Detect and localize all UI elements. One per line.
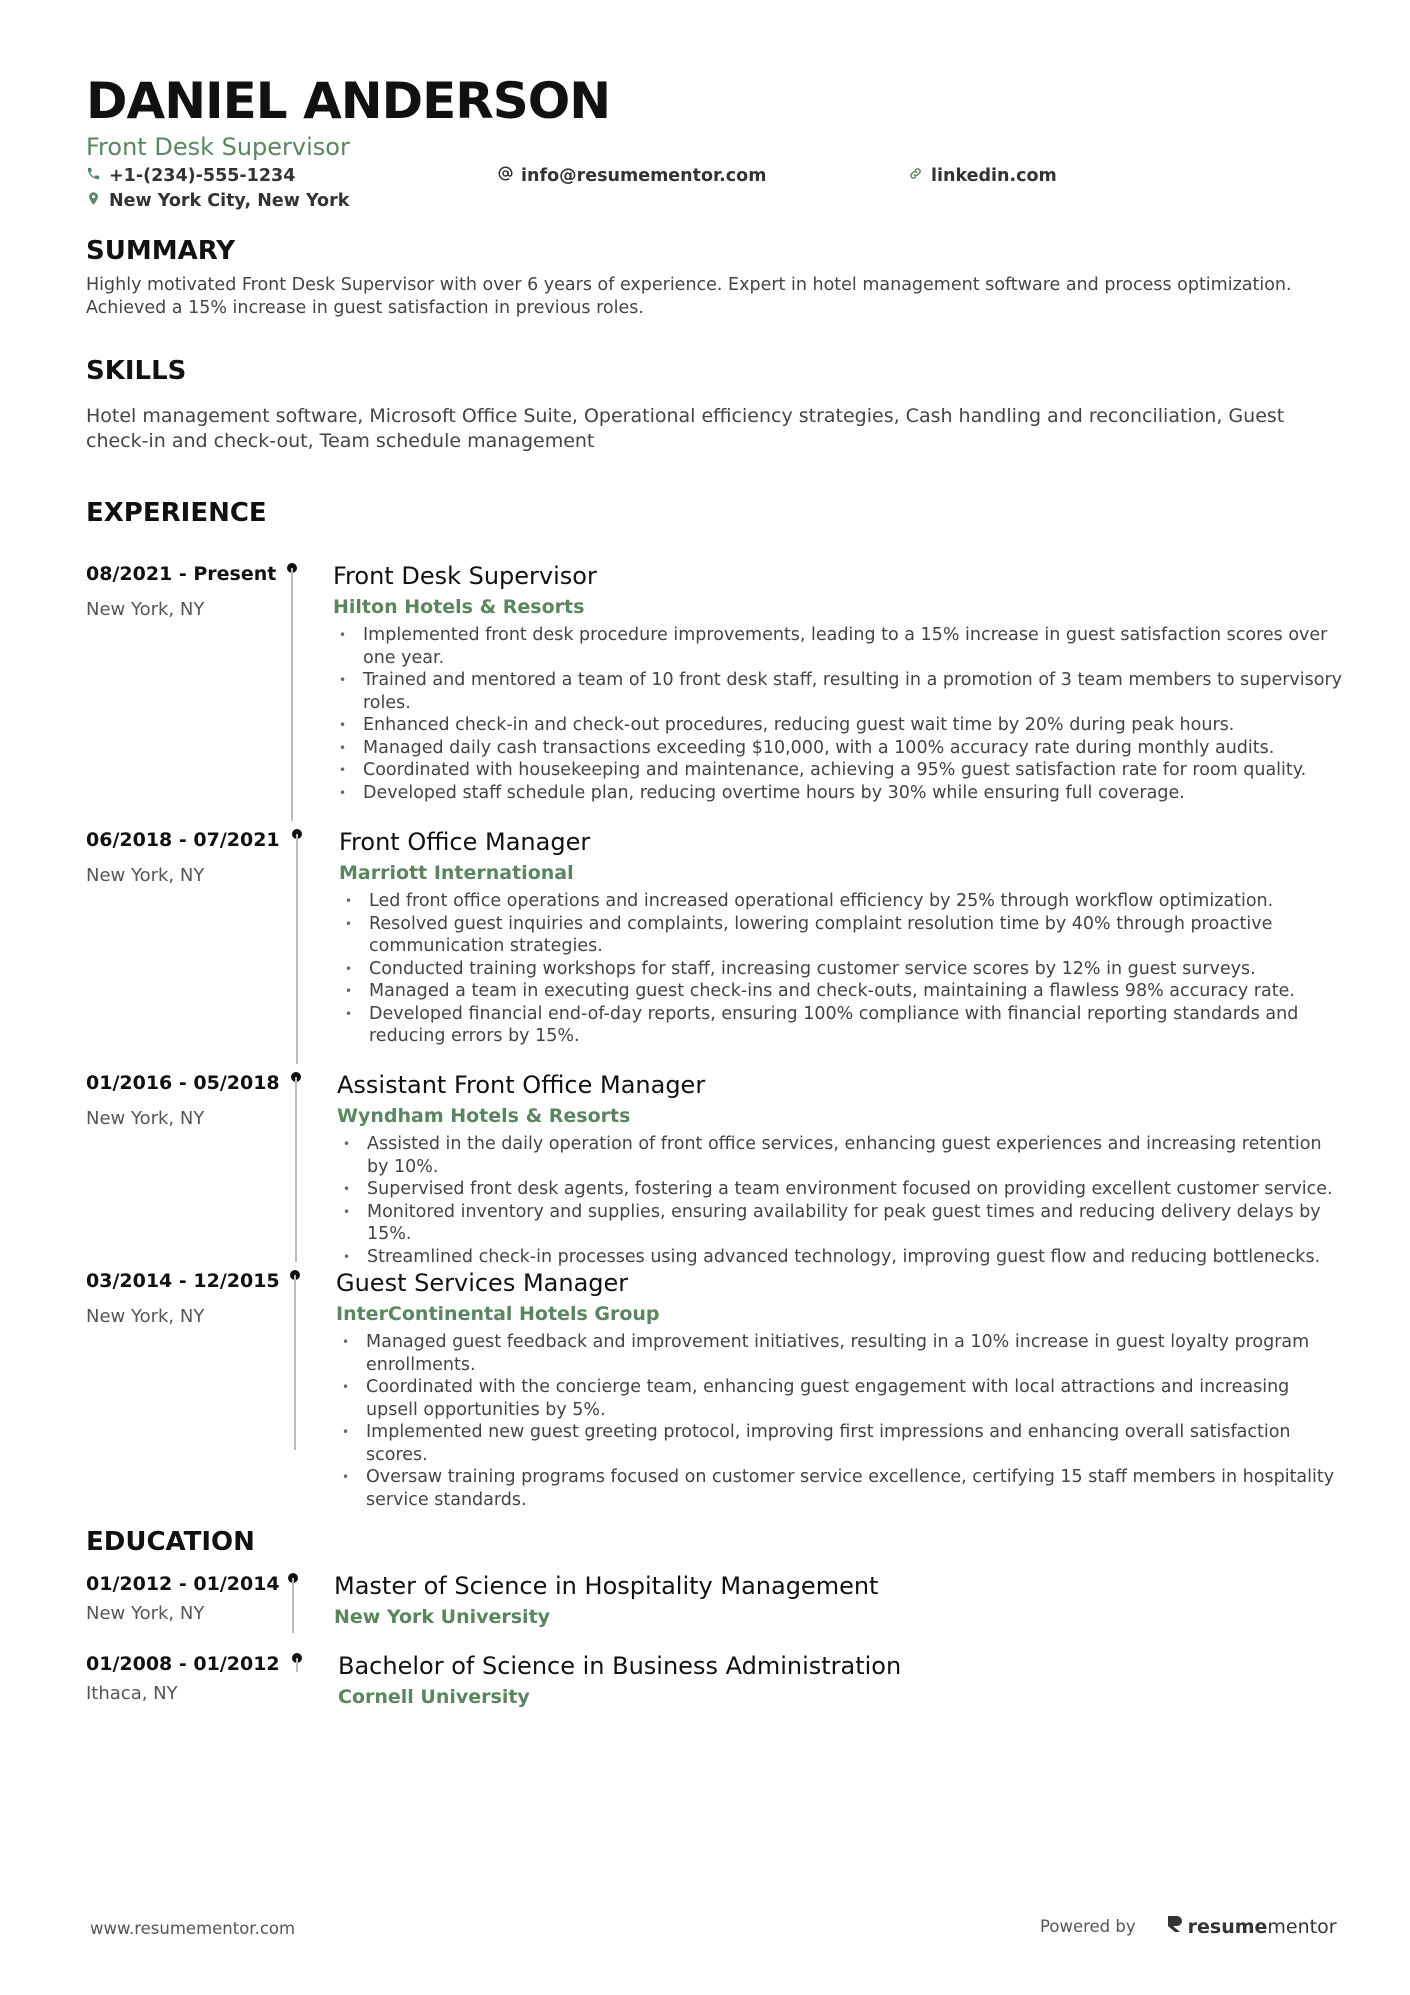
timeline-line: [294, 1275, 296, 1450]
resumementor-logo-icon: [1166, 1914, 1184, 1939]
skills-text: Hotel management software, Microsoft Office Suite, Operational efficiency strategies, Cash handling and reconciliation, Guest check-in and check-out, Team schedule management: [86, 405, 1285, 452]
entry-content: [337, 1069, 1342, 1268]
entry-role: Front Office Manager: [339, 828, 591, 856]
list-item: • Resolved guest inquiries and complaints, lowering complaint resolution time by 40% through proactive communication strategies.: [339, 913, 1339, 958]
skills-heading: SKILLS: [86, 356, 187, 386]
list-item: • Developed staff schedule plan, reducing overtime hours by 30% while ensuring full coverage.: [333, 782, 1343, 805]
phone-text: +1-(234)-555-1234: [109, 166, 296, 186]
email-text[interactable]: info@resumementor.com: [521, 166, 767, 186]
entry-location: New York, NY: [86, 1306, 205, 1327]
list-item: • Streamlined check-in processes using advanced technology, improving guest flow and reducing bottlenecks.: [337, 1246, 1342, 1269]
entry-bullets: [339, 890, 1339, 1048]
brand-name-rest: mentor: [1267, 1915, 1337, 1938]
entry-school: New York University: [334, 1606, 551, 1628]
entry-content: [338, 1650, 1238, 1710]
entry-bullets: [336, 1331, 1341, 1511]
list-item: • Trained and mentored a team of 10 front desk staff, resulting in a promotion of 3 team members to supervisory roles.: [333, 669, 1343, 714]
timeline-line: [296, 1658, 298, 1672]
entry-content: [333, 560, 1343, 804]
brand-name-bold: resume: [1187, 1915, 1268, 1938]
phone-contact: [86, 166, 295, 186]
entry-location: Ithaca, NY: [86, 1683, 178, 1704]
entry-dates: 06/2018 - 07/2021: [86, 829, 280, 851]
skills-section: [86, 356, 1336, 454]
candidate-name: DANIEL ANDERSON: [86, 72, 611, 130]
email-contact: [498, 166, 766, 186]
footer-website[interactable]: www.resumementor.com: [90, 1919, 296, 1938]
entry-dates: 03/2014 - 12/2015: [86, 1270, 280, 1292]
timeline-line: [291, 568, 293, 821]
list-item: • Implemented front desk procedure improvements, leading to a 15% increase in guest satisfaction scores over one year.: [333, 624, 1343, 669]
location-pin-icon: [86, 191, 101, 211]
list-item: • Coordinated with the concierge team, enhancing guest engagement with local attractions and increasing upsell opportunities by 5%.: [336, 1376, 1341, 1421]
at-icon: [498, 166, 513, 186]
entry-dates: 01/2008 - 01/2012: [86, 1653, 280, 1675]
powered-by-label: Powered by: [1040, 1917, 1136, 1936]
brand-logo[interactable]: [1166, 1914, 1337, 1939]
entry-location: New York, NY: [86, 865, 205, 886]
summary-text: Highly motivated Front Desk Supervisor with over 6 years of experience. Expert in hotel management software and process optimization. Achieved a 15% increase in guest satisfaction in previous roles.: [86, 275, 1292, 318]
phone-icon: [86, 166, 101, 186]
link-icon: [908, 166, 923, 186]
location-contact: [86, 191, 349, 211]
job-title: Front Desk Supervisor: [86, 133, 350, 161]
footer-branding: [1040, 1914, 1337, 1939]
entry-bullets: [337, 1133, 1342, 1268]
entry-company: Hilton Hotels & Resorts: [333, 596, 585, 618]
list-item: • Assisted in the daily operation of front office services, enhancing guest experiences and increasing retention by 10%.: [337, 1133, 1342, 1178]
list-item: • Conducted training workshops for staff, increasing customer service scores by 12% in guest surveys.: [339, 958, 1339, 981]
entry-location: New York, NY: [86, 599, 205, 620]
entry-role: Guest Services Manager: [336, 1269, 629, 1297]
list-item: • Oversaw training programs focused on customer service excellence, certifying 15 staff members in hospitality service standards.: [336, 1466, 1341, 1511]
entry-bullets: [333, 624, 1343, 804]
entry-role: Front Desk Supervisor: [333, 562, 597, 590]
list-item: • Implemented new guest greeting protocol, improving first impressions and enhancing overall satisfaction scores.: [336, 1421, 1341, 1466]
location-text: New York City, New York: [109, 191, 350, 211]
list-item: • Managed guest feedback and improvement initiatives, resulting in a 10% increase in guest loyalty program enrollments.: [336, 1331, 1341, 1376]
entry-role: Assistant Front Office Manager: [337, 1071, 706, 1099]
experience-section: [86, 498, 1336, 528]
timeline-line: [295, 1077, 297, 1262]
entry-company: Marriott International: [339, 862, 574, 884]
experience-heading: EXPERIENCE: [86, 498, 267, 528]
entry-content: [334, 1570, 1234, 1630]
entry-school: Cornell University: [338, 1686, 530, 1708]
timeline-line: [296, 834, 298, 1064]
entry-company: InterContinental Hotels Group: [336, 1303, 660, 1325]
entry-dates: 08/2021 - Present: [86, 563, 277, 585]
entry-dates: 01/2016 - 05/2018: [86, 1072, 280, 1094]
entry-location: New York, NY: [86, 1108, 205, 1129]
linkedin-contact: [908, 166, 1057, 186]
list-item: • Led front office operations and increased operational efficiency by 25% through workflow optimization.: [339, 890, 1339, 913]
list-item: • Managed daily cash transactions exceeding $10,000, with a 100% accuracy rate during monthly audits.: [333, 737, 1343, 760]
list-item: • Developed financial end-of-day reports, ensuring 100% compliance with financial reporting standards and reducing errors by 15%.: [339, 1003, 1339, 1048]
entry-company: Wyndham Hotels & Resorts: [337, 1105, 631, 1127]
entry-dates: 01/2012 - 01/2014: [86, 1573, 280, 1595]
list-item: • Coordinated with housekeeping and maintenance, achieving a 95% guest satisfaction rate for room quality.: [333, 759, 1343, 782]
list-item: • Supervised front desk agents, fostering a team environment focused on providing excellent customer service.: [337, 1178, 1342, 1201]
summary-section: [86, 236, 1336, 320]
timeline-line: [292, 1578, 294, 1633]
entry-degree: Bachelor of Science in Business Administration: [338, 1652, 902, 1680]
list-item: • Monitored inventory and supplies, ensuring availability for peak guest times and reducing delivery delays by 15%.: [337, 1201, 1342, 1246]
list-item: • Managed a team in executing guest check-ins and check-outs, maintaining a flawless 98% accuracy rate.: [339, 980, 1339, 1003]
entry-content: [336, 1267, 1341, 1511]
entry-content: [339, 826, 1339, 1048]
contact-info: [86, 166, 1336, 222]
education-heading: EDUCATION: [86, 1527, 255, 1557]
entry-degree: Master of Science in Hospitality Management: [334, 1572, 879, 1600]
linkedin-text[interactable]: linkedin.com: [931, 166, 1057, 186]
summary-heading: SUMMARY: [86, 236, 236, 266]
list-item: • Enhanced check-in and check-out procedures, reducing guest wait time by 20% during peak hours.: [333, 714, 1343, 737]
entry-location: New York, NY: [86, 1603, 205, 1624]
